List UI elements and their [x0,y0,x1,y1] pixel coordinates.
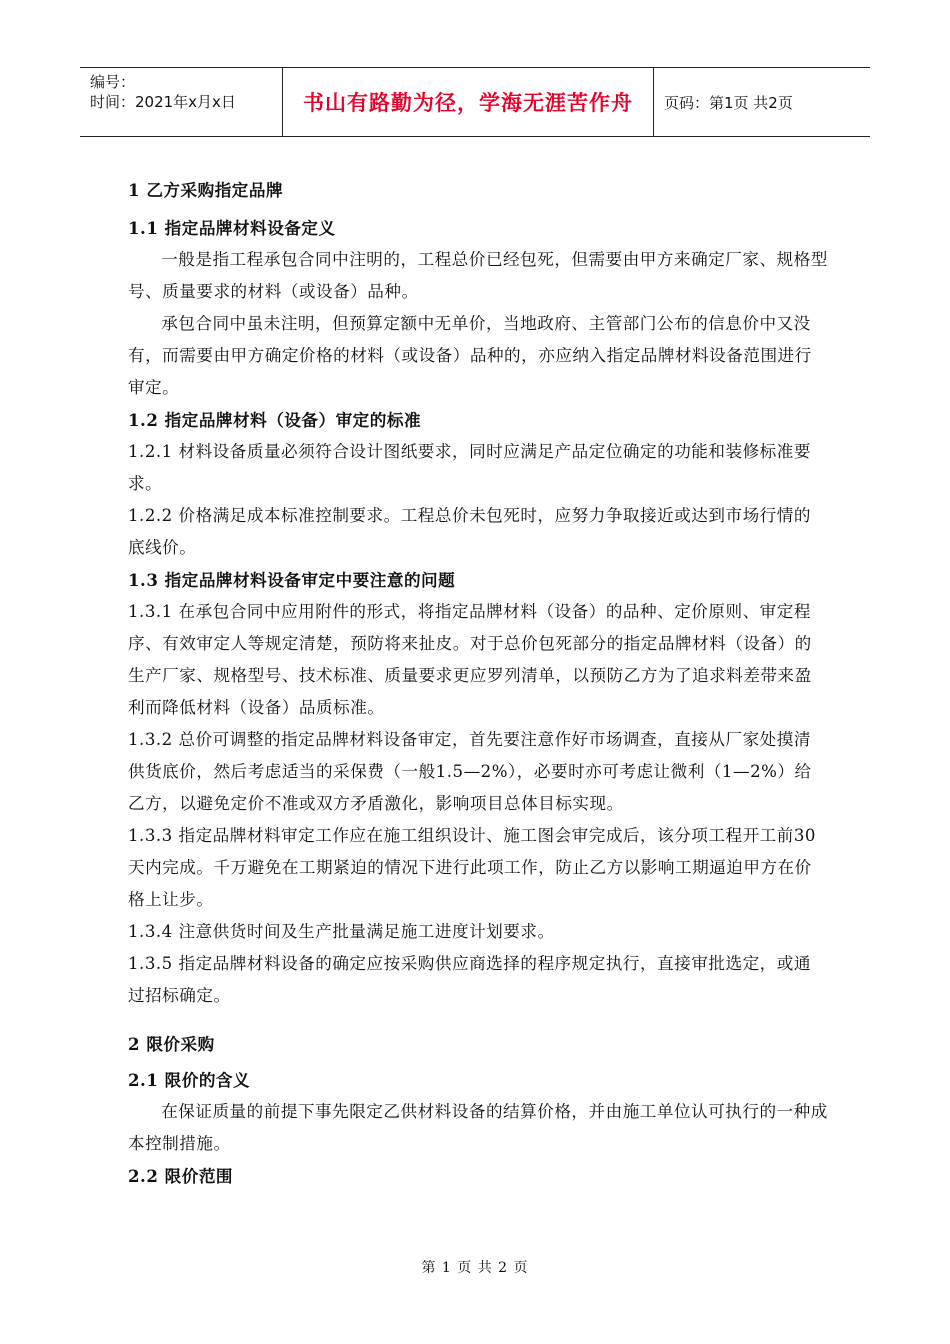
document-date-label: 时间：2021年x月x日 [90,93,236,111]
section-1-3-1-paragraph: 1.3.1 在承包合同中应用附件的形式，将指定品牌材料（设备）的品种、定价原则、审定程序、有效审定人等规定清楚，预防将来扯皮。对于总价包死部分的指定品牌材料（设备）的生产厂家、规格型号、技术标准、质量要求更应罗列清单，以预防乙方为了追求料差带来盈利而降低材料（设备）品质标准。 [128,602,812,717]
header-page-info: 页码：第1页 共2页 [664,93,793,112]
document-body [128,170,828,1192]
section-1-2-1-paragraph: 1.2.1 材料设备质量必须符合设计图纸要求，同时应满足产品定位确定的功能和装修标准要求。 [128,442,811,493]
section-1-3-3-paragraph: 1.3.3 指定品牌材料审定工作应在施工组织设计、施工图会审完成后，该分项工程开工前30天内完成。千万避免在工期紧迫的情况下进行此项工作，防止乙方以影响工期逼迫甲方在价格上让步。 [128,826,816,909]
document-number-label: 编号： [90,73,136,91]
section-1-3-5-paragraph: 1.3.5 指定品牌材料设备的确定应按采购供应商选择的程序规定执行，直接审批选定，或通过招标确定。 [128,954,811,1005]
section-1-1-paragraph-2: 承包合同中虽未注明，但预算定额中无单价，当地政府、主管部门公布的信息价中又没有，而需要由甲方确定价格的材料（或设备）品种的，亦应纳入指定品牌材料设备范围进行审定。 [128,314,812,397]
section-1-1-paragraph-1: 一般是指工程承包合同中注明的，工程总价已经包死，但需要由甲方来确定厂家、规格型号、质量要求的材料（或设备）品种。 [128,250,828,301]
header-motto: 书山有路勤为径，学海无涯苦作舟 [282,68,654,136]
section-1-heading: 1 乙方采购指定品牌 [128,180,284,200]
section-2-2-heading: 2.2 限价范围 [128,1166,234,1186]
section-2-heading: 2 限价采购 [128,1034,215,1054]
section-2-1-heading: 2.1 限价的含义 [128,1070,251,1090]
section-2-1-paragraph: 在保证质量的前提下事先限定乙供材料设备的结算价格，并由施工单位认可执行的一种成本控制措施。 [128,1102,828,1153]
section-1-2-heading: 1.2 指定品牌材料（设备）审定的标准 [128,410,422,430]
section-1-2-2-paragraph: 1.2.2 价格满足成本标准控制要求。工程总价未包死时，应努力争取接近或达到市场行情的底线价。 [128,506,811,557]
page-header-table [80,67,870,137]
section-1-3-heading: 1.3 指定品牌材料设备审定中要注意的问题 [128,570,456,590]
section-1-3-4-paragraph: 1.3.4 注意供货时间及生产批量满足施工进度计划要求。 [128,922,555,941]
header-meta-cell [80,68,282,136]
page-footer: 第 1 页 共 2 页 [421,1260,529,1276]
section-1-3-2-paragraph: 1.3.2 总价可调整的指定品牌材料设备审定，首先要注意作好市场调查，直接从厂家处摸清供货底价，然后考虑适当的采保费（一般1.5—2%），必要时亦可考虑让微利（1—2%）给乙方，以避免定价不准或双方矛盾激化，影响项目总体目标实现。 [128,730,812,813]
section-1-1-heading: 1.1 指定品牌材料设备定义 [128,218,336,238]
